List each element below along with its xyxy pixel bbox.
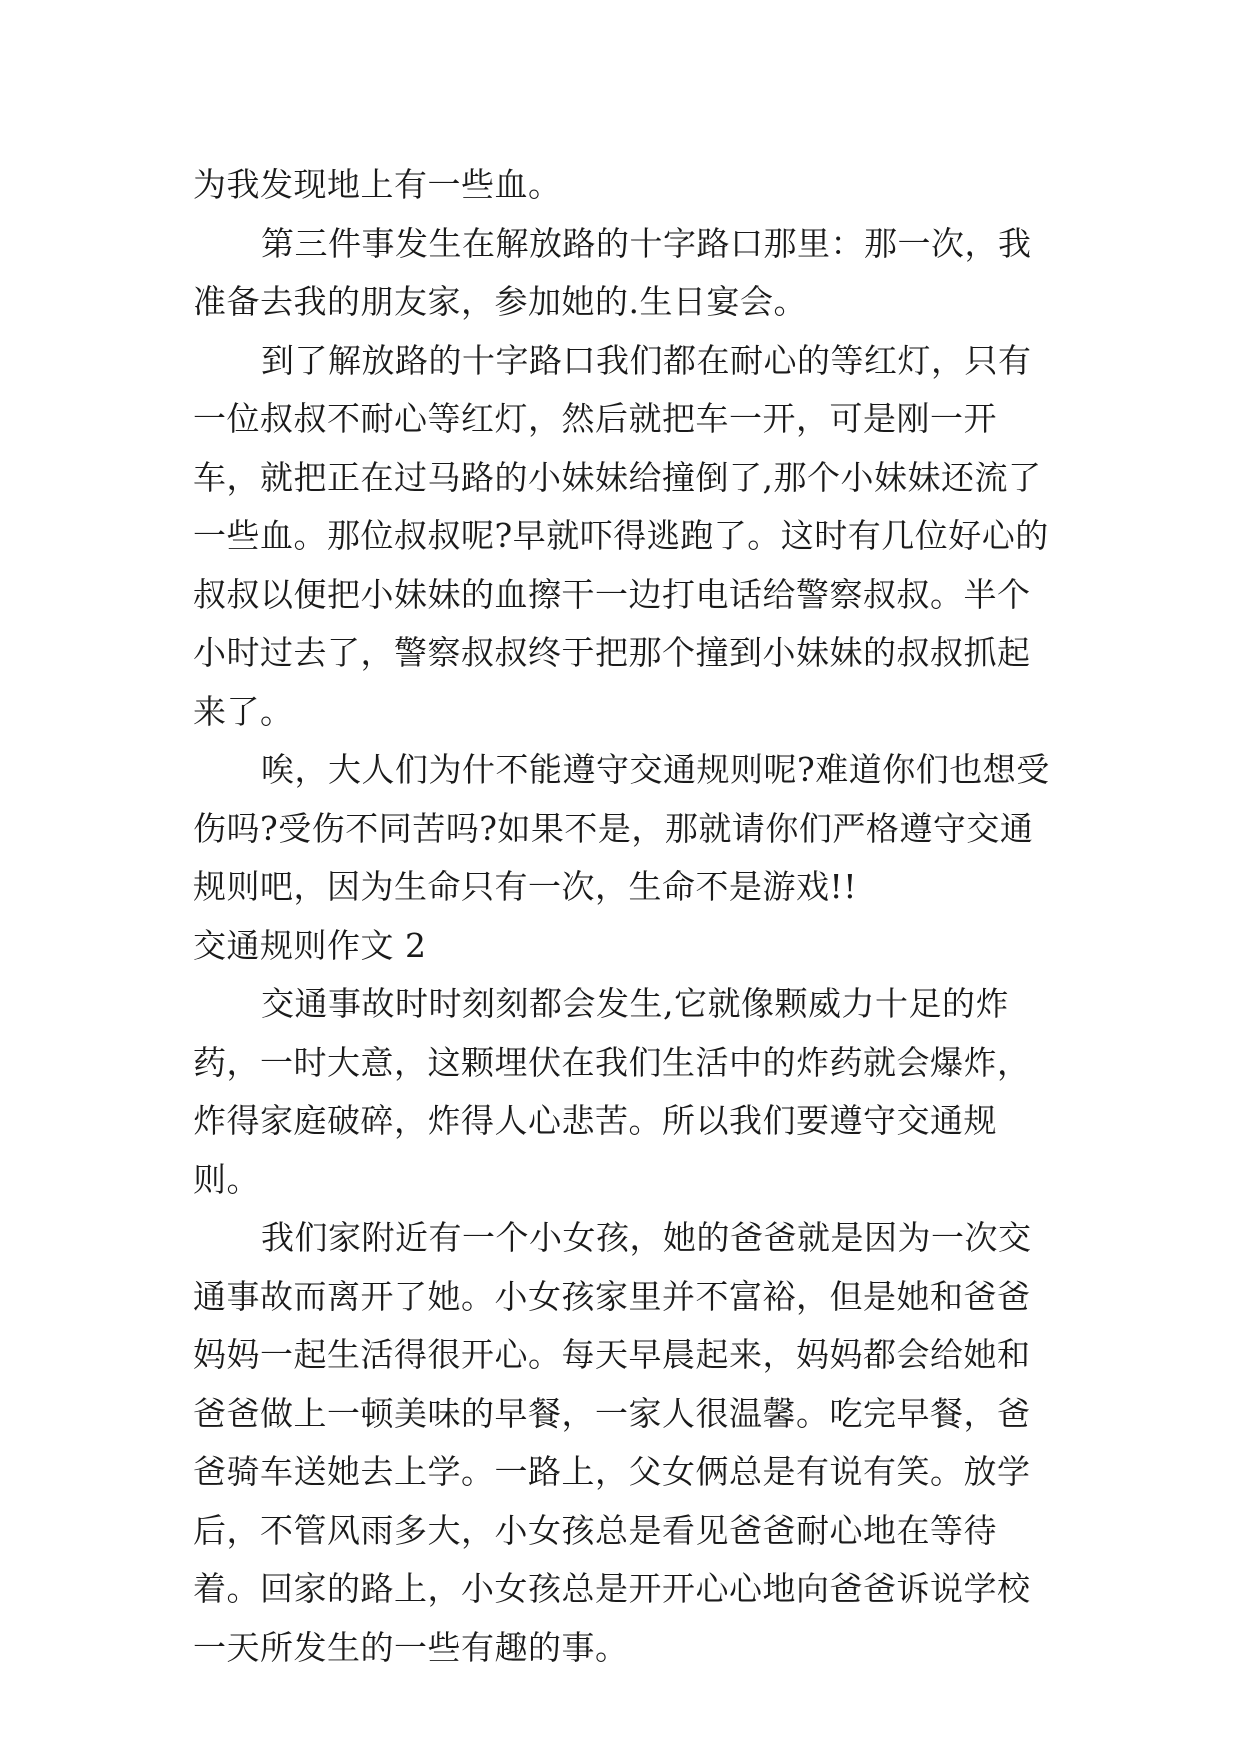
- paragraph: 第三件事发生在解放路的十字路口那里：那一次，我准备去我的朋友家，参加她的.生日宴会。: [193, 223, 1032, 321]
- document-body: [193, 156, 1063, 1677]
- paragraph: 交通事故时时刻刻都会发生,它就像颗威力十足的炸药，一时大意，这颗埋伏在我们生活中的炸药就会爆炸，炸得家庭破碎，炸得人心悲苦。所以我们要遵守交通规则。: [193, 984, 1031, 1199]
- paragraph: 唉，大人们为什不能遵守交通规则呢?难道你们也想受伤吗?受伤不同苦吗?如果不是，那就请你们严格遵守交通规则吧，因为生命只有一次，生命不是游戏!!: [193, 750, 1050, 906]
- paragraph: 到了解放路的十字路口我们都在耐心的等红灯，只有一位叔叔不耐心等红灯，然后就把车一开，可是刚一开车，就把正在过马路的小妹妹给撞倒了,那个小妹妹还流了一些血。那位叔叔呢?早就吓得逃跑了。这时有几位好心的叔叔以便把小妹妹的血擦干一边打电话给警察叔叔。半个小时过去了，警察叔叔终于把那个撞到小妹妹的叔叔抓起来了。: [193, 340, 1049, 731]
- section-heading: 交通规则作文 2: [193, 925, 427, 965]
- paragraph: 我们家附近有一个小女孩，她的爸爸就是因为一次交通事故而离开了她。小女孩家里并不富裕，但是她和爸爸妈妈一起生活得很开心。每天早晨起来，妈妈都会给她和爸爸做上一顿美味的早餐，一家人很温馨。吃完早餐，爸爸骑车送她去上学。一路上，父女俩总是有说有笑。放学后，不管风雨多大，小女孩总是看见爸爸耐心地在等待着。回家的路上，小女孩总是开开心心地向爸爸诉说学校一天所发生的一些有趣的事。: [193, 1218, 1032, 1667]
- paragraph-continued: 为我发现地上有一些血。: [193, 165, 562, 204]
